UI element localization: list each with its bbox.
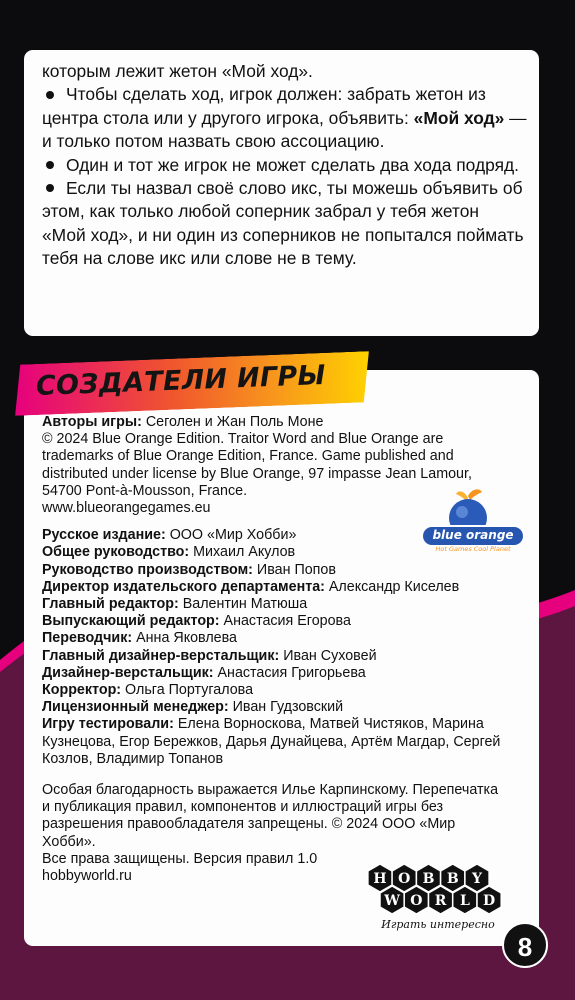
hobby-world-hex xyxy=(477,886,501,914)
blue-orange-logo xyxy=(420,488,526,554)
staff-role: Дизайнер-верстальщик: xyxy=(42,664,214,681)
staff-name: Анастасия Егорова xyxy=(219,613,351,630)
staff-row xyxy=(42,665,502,682)
svg-text:Hot Games Cool Planet: Hot Games Cool Planet xyxy=(435,545,511,553)
staff-row xyxy=(42,596,502,613)
hobby-world-letter: Y xyxy=(471,871,482,887)
staff-name: Анна Яковлева xyxy=(132,630,238,647)
hobby-world-letter: D xyxy=(483,893,496,909)
staff-role: Игру тестировали: xyxy=(42,716,174,733)
bullet-icon xyxy=(46,184,54,192)
hobbyworld-site: hobbyworld.ru xyxy=(42,868,132,885)
hobby-world-hex xyxy=(453,886,477,914)
hobby-world-hex xyxy=(380,886,404,914)
hobby-world-hex xyxy=(429,886,453,914)
staff-row xyxy=(42,648,502,665)
staff-role: Руководство производством: xyxy=(42,561,253,578)
rights-text: Все права защищены. Версия правил 1.0 xyxy=(42,850,318,867)
footer-text: Особая благодарность выражается Илье Карпинскому. Перепечатка и публикация правил, компонентов и иллюстраций игры без разрешения правообладателя запрещены. © 2024 ООО «Мир Хобби». xyxy=(42,782,499,850)
staff-role: Общее руководство: xyxy=(42,544,190,561)
staff-name: Иван Гудзовский xyxy=(228,699,344,716)
staff-role: Корректор: xyxy=(42,682,122,699)
staff-row xyxy=(42,579,502,596)
section-title: СОЗДАТЕЛИ ИГРЫ xyxy=(35,359,327,402)
page-number: 8 xyxy=(502,922,548,968)
credits-text xyxy=(42,414,502,885)
staff-role: Директор издательского департамента: xyxy=(42,578,325,595)
hobby-world-letter: B xyxy=(422,871,435,887)
staff-role: Русское издание: xyxy=(42,527,166,544)
hobby-world-letter: O xyxy=(410,893,423,909)
staff-row xyxy=(42,716,502,768)
staff-name: Ольга Португалова xyxy=(121,682,254,699)
staff-name: Валентин Матюша xyxy=(178,596,308,613)
staff-role: Лицензионный менеджер: xyxy=(42,699,229,716)
staff-row xyxy=(42,562,502,579)
hobby-world-letter: R xyxy=(434,893,447,909)
staff-name: Александр Киселев xyxy=(324,578,460,595)
staff-name: ООО «Мир Хобби» xyxy=(165,527,297,544)
staff-role: Переводчик: xyxy=(42,630,133,647)
hobby-world-tagline: Играть интересно xyxy=(381,918,495,931)
svg-text:blue orange: blue orange xyxy=(432,528,514,542)
staff-row xyxy=(42,613,502,630)
staff-name: Иван Попов xyxy=(252,561,336,578)
hobby-world-letter: B xyxy=(446,871,459,887)
staff-role: Главный редактор: xyxy=(42,596,179,613)
rules-text xyxy=(42,60,527,271)
hobby-world-letter: O xyxy=(398,871,411,887)
staff-list xyxy=(42,527,502,768)
staff-role: Главный дизайнер-верстальщик: xyxy=(42,647,280,664)
copyright-text: © 2024 Blue Orange Edition. Traitor Word and Blue Orange are trademarks of Blue Orange Edition, France. Game published and distributed under license by Blue Orange, 97 impasse Jean Lamour, 54700 Pont-à-Mousson, France. xyxy=(42,431,472,499)
staff-name: Михаил Акулов xyxy=(189,544,296,561)
hobby-world-hex xyxy=(404,886,428,914)
rules-line-top: которым лежит жетон «Мой ход». xyxy=(42,61,313,81)
bullet-icon xyxy=(46,91,54,99)
bullet-icon xyxy=(46,161,54,169)
staff-name: Иван Суховей xyxy=(279,647,377,664)
rules-bullet-3: Если ты назвал своё слово икс, ты можешь объявить об этом, как только любой соперник забрал у тебя жетон «Мой ход», и ни один из соперников не попытался поймать тебя на слове икс или слове не в тему. xyxy=(42,178,524,269)
rules-bullet-2: Один и тот же игрок не может сделать два хода подряд. xyxy=(42,154,527,177)
hobby-world-letter: W xyxy=(384,893,400,909)
staff-role: Выпускающий редактор: xyxy=(42,613,220,630)
hobby-world-letter: H xyxy=(373,871,387,887)
authors-line: Авторы игры: Сеголен и Жан Поль Моне xyxy=(42,414,324,430)
hobby-world-letter: L xyxy=(459,893,470,909)
staff-name: Анастасия Григорьева xyxy=(213,664,366,681)
publisher-site: www.blueorangegames.eu xyxy=(42,500,211,517)
staff-name: Елена Ворноскова, Матвей Чистяков, Марина Кузнецова, Егор Бережков, Дарья Дунайцева, Артём Магдар, Сергей Козлов, Владимир Топанов xyxy=(42,716,501,767)
staff-row xyxy=(42,682,502,699)
staff-row xyxy=(42,630,502,647)
staff-row xyxy=(42,699,502,716)
rules-bullet-1: Чтобы сделать ход, игрок должен: забрать жетон из центра стола или у другого игрока, объявить: «Мой ход» — и только потом назвать свою ассоциацию. xyxy=(42,84,527,152)
